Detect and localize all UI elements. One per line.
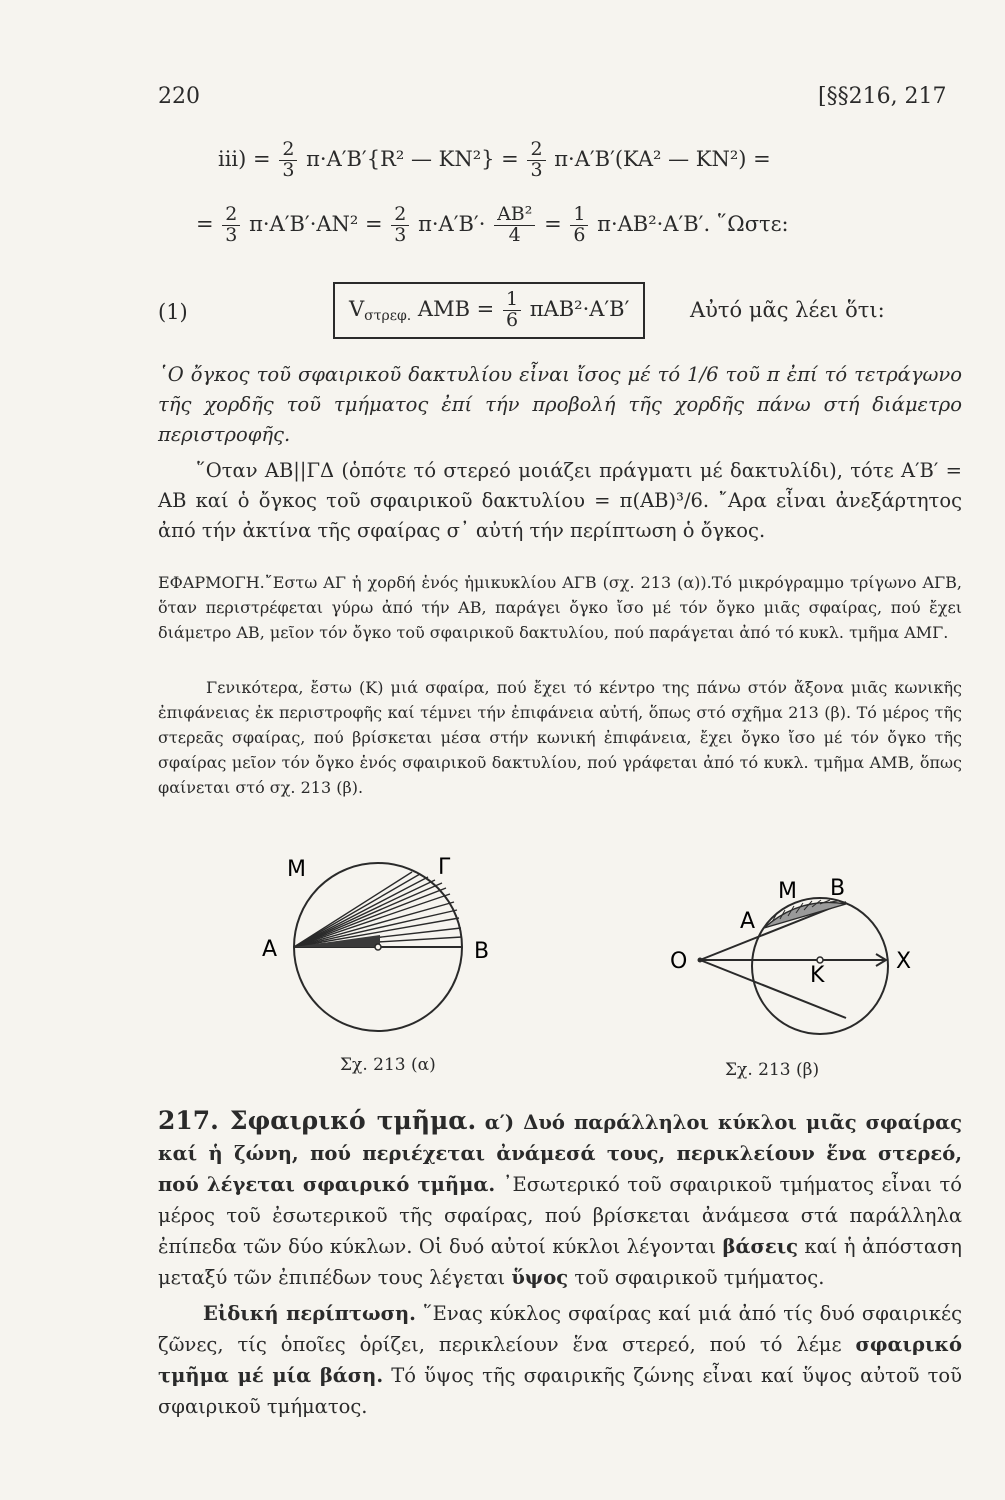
section-reference: [§§216, 217 <box>818 84 947 109</box>
section-217-title: 217. Σφαιρικό τμῆμα. <box>158 1106 477 1135</box>
fig-a-label-M: M <box>287 857 306 882</box>
application-paragraph: ΕΦΑΡΜΟΓΗ.῎Εστω ΑΓ ἡ χορδή ἑνός ἡμικυκλίου ΑΓΒ (σχ. 213 (α)).Τό μικρόγραμμο τρίγωνο ΑΓΒ, ὅταν περιστρέφεται γύρω ἀπό τήν ΑΒ, παράγει ὄγκο ἴσο μέ τόν ὄγκο μιᾶς σφαίρας, πού ἔχει διάμετρο ΑΒ, μεῖον τόν ὄγκο τοῦ σφαιρικοῦ δακτυλίου, πού παράγεται ἀπό τό κυκλ. τμῆμα ΑΜΓ. <box>158 573 962 642</box>
special-case-label: Εἰδική περίπτωση. <box>203 1302 416 1325</box>
equation-label: (1) <box>158 300 188 324</box>
paragraph-ring-case: ῞Οταν AB||ΓΔ (ὁπότε τό στερεό μοιάζει πράγματι μέ δακτυλίδι), τότε A′B′ = AB καί ὁ ὄγκος τοῦ σφαιρικοῦ δακτυλίου = π(AB)³/6. ῎Αρα εἶναι ἀνεξάρτητος ἀπό τήν ἀκτίνα τῆς σφαίρας σ᾽ αὐτή τήν περίπτωση ὁ ὄγκος. <box>158 459 962 542</box>
fig-a-label-B: B <box>474 939 490 964</box>
figure-213a <box>250 840 500 1080</box>
fig-b-origin <box>698 958 703 963</box>
fig-a-label-A: A <box>262 937 278 962</box>
page-number: 220 <box>158 84 200 109</box>
fig-b-label-B: B <box>830 876 846 901</box>
math-line-1: iii) = $\frac{2}{3}$ π·A′B′{R² — KN²} = $\frac{2}{3}$ π·A′B′(KA² — KN²) = <box>218 138 771 181</box>
math-line-2: = $\frac{2}{3}$ π·A′B′·AN² = $\frac{2}{3}$ π·A′B′· $\frac{\text{AB²}}{4}$ = $\frac{1}{6}$ π·AB²·A′B′. ῞Ωστε: <box>196 203 789 246</box>
fig-b-label-X: X <box>896 949 912 974</box>
fig-b-label-O: O <box>670 949 688 974</box>
figure-213b <box>660 870 930 1070</box>
general-paragraph: Γενικότερα, ἔστω (Κ) μιά σφαίρα, πού ἔχει τό κέντρο της πάνω στόν ἄξονα μιᾶς κωνικῆς ἐπιφάνειας ἐκ περιστροφῆς καί τέμνει τήν ἐπιφάνεια αὐτή, ὅπως στό σχῆμα 213 (β). Τό μέρος τῆς στερεᾶς σφαίρας, πού βρίσκεται μέσα στήν κωνική ἐπιφάνεια, ἔχει ὄγκο ἴσο μέ τόν ὄγκο τῆς σφαίρας μεῖον τόν ὄγκο ἑνός σφαιρικοῦ δακτυλίου, πού γράφεται ἀπό τό κυκλ. τμῆμα ΑΜΒ, ὅπως φαίνεται στό σχ. 213 (β). <box>158 678 962 797</box>
fig-b-label-A: A <box>740 909 756 934</box>
fig-b-label-M: M <box>778 879 797 904</box>
theorem-statement: ῾Ο ὄγκος τοῦ σφαιρικοῦ δακτυλίου εἶναι ἴσος μέ τό 1/6 τοῦ π ἐπί τό τετράγωνο τῆς χορδῆς τοῦ τμήματος ἐπί τήν προβολή τῆς χορδῆς πάνω στή διάμετρο περιστροφῆς. <box>158 363 962 446</box>
application-label: ΕΦΑΡΜΟΓΗ. <box>158 573 265 592</box>
section-217: 217. Σφαιρικό τμῆμα. α′) Δυό παράλληλοι κύκλοι μιᾶς σφαίρας καί ἡ ζώνη, πού περιέχεται ἀνάμεσά τους, περικλείουν ἕνα στερεό, πού λέγεται σφαιρικό τμῆμα. ᾿Εσωτερικό τοῦ σφαιρικοῦ τμήματος εἶναι τό μέρος τοῦ ἐσωτερικοῦ τῆς σφαίρας, πού βρίσκεται ἀνάμεσα στά παράλληλα ἐπίπεδα τῶν δύο κύκλων. Οἱ δυό αὐτοί κύκλοι λέγονται βάσεις καί ἡ ἀπόσταση μεταξύ τῶν ἐπιπέδων τους λέγεται ὕψος τοῦ σφαιρικοῦ τμήματος. <box>158 1106 963 1289</box>
after-box-text: Αὐτό μᾶς λέει ὅτι: <box>690 298 885 322</box>
fig-a-center <box>375 944 381 950</box>
fig-b-label-K: K <box>810 963 825 988</box>
figure-213b-caption: Σχ. 213 (β) <box>725 1060 820 1080</box>
boxed-volume-formula: $V_{\sigma\tau\rho\varepsilon\varphi.}$ AMB = $\frac{1}{6}$ πAB²·A′B′ <box>333 282 645 339</box>
figure-213a-caption: Σχ. 213 (α) <box>340 1055 436 1075</box>
special-case-paragraph: Εἰδική περίπτωση. ῞Ενας κύκλος σφαίρας καί μιά ἀπό τίς δυό σφαιρικές ζῶνες, τίς ὁποῖες ὁρίζει, περικλείουν ἕνα στερεό, πού τό λέμε σφαιρικό τμῆμα μέ μία βάση. Τό ὕψος τῆς σφαιρικῆς ζώνης εἶναι καί ὕψος αὐτοῦ τοῦ σφαιρικοῦ τμήματος. <box>158 1302 963 1418</box>
fig-a-label-G: Γ <box>438 855 451 880</box>
